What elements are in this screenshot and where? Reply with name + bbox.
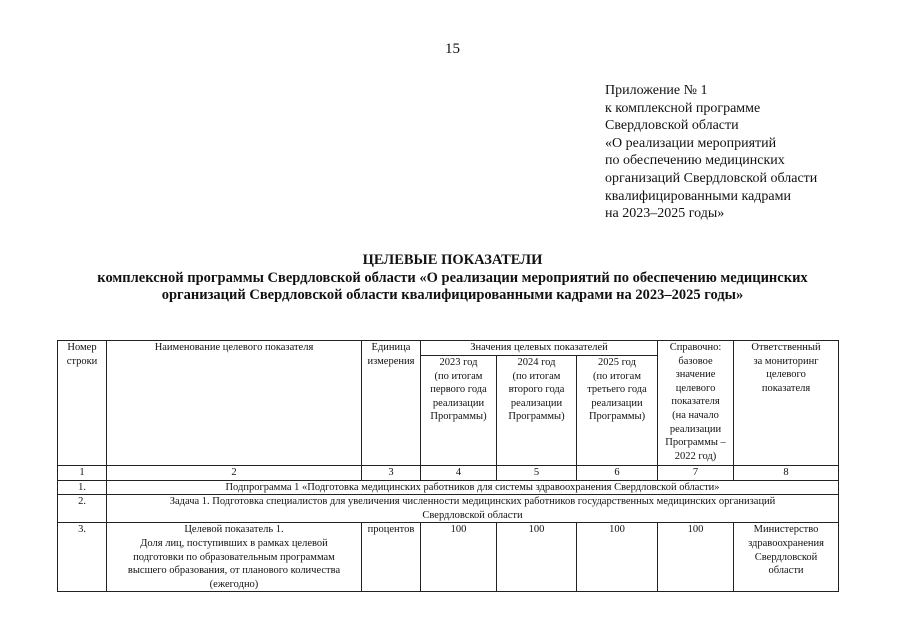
table-row (58, 523, 839, 592)
title-line: комплексной программы Свердловской области «О реализации мероприятий по обеспечению медицинских (97, 269, 808, 286)
header-indicator-name: Наименование целевого показателя (107, 341, 362, 466)
column-number: 2 (107, 466, 362, 481)
header-row-number: Номер строки (58, 341, 107, 466)
appendix-line: квалифицированными кадрами (605, 188, 791, 204)
appendix-line: организаций Свердловской области (605, 170, 818, 186)
row-number: 2. (58, 495, 107, 523)
table-row (58, 480, 839, 495)
column-number: 5 (497, 466, 577, 481)
indicator-unit: процентов (362, 523, 421, 592)
value-2023: 100 (421, 523, 497, 592)
appendix-line: «О реализации мероприятий (605, 135, 777, 151)
appendix-line: на 2023–2025 годы» (605, 206, 725, 222)
header-values-group: Значения целевых показателей (421, 341, 658, 356)
table-row (58, 495, 839, 523)
appendix-line: к комплексной программе (605, 100, 761, 116)
column-number: 4 (421, 466, 497, 481)
column-number: 6 (577, 466, 658, 481)
indicator-name: Целевой показатель 1. Доля лиц, поступивших в рамках целевой подготовки по образовательным программам высшего образования, от планового количества (ежегодно) (107, 523, 362, 592)
appendix-line: по обеспечению медицинских (605, 153, 785, 169)
header-year-2024: 2024 год (по итогам второго года реализации Программы) (497, 356, 577, 466)
header-year-2023: 2023 год (по итогам первого года реализации Программы) (421, 356, 497, 466)
value-2024: 100 (497, 523, 577, 592)
header-unit: Единица измерения (362, 341, 421, 466)
header-reference: Справочно: базовое значение целевого показателя (на начало реализации Программы – 2022 год) (658, 341, 734, 466)
row-number: 1. (58, 480, 107, 495)
title-line: организаций Свердловской области квалифицированными кадрами на 2023–2025 годы» (161, 287, 744, 303)
column-number: 3 (362, 466, 421, 481)
task-title: Задача 1. Подготовка специалистов для увеличения численности медицинских работников государственных медицинских организаций Свердловской области (107, 495, 839, 523)
row-number: 3. (58, 523, 107, 592)
page-number: 15 (445, 41, 460, 57)
appendix-note (605, 82, 817, 223)
indicators-table (57, 340, 839, 592)
header-responsible: Ответственный за мониторинг целевого показателя (734, 341, 839, 466)
value-2025: 100 (577, 523, 658, 592)
title-line: ЦЕЛЕВЫЕ ПОКАЗАТЕЛИ (362, 252, 543, 268)
column-number: 8 (734, 466, 839, 481)
document-title (0, 252, 905, 305)
header-year-2025: 2025 год (по итогам третьего года реализации Программы) (577, 356, 658, 466)
column-numbers-row (58, 466, 839, 481)
appendix-line: Свердловской области (605, 118, 739, 134)
base-value: 100 (658, 523, 734, 592)
column-number: 7 (658, 466, 734, 481)
appendix-line: Приложение № 1 (605, 83, 708, 98)
subprogram-title: Подпрограмма 1 «Подготовка медицинских работников для системы здравоохранения Свердловской области» (107, 480, 839, 495)
responsible-body: Министерство здравоохранения Свердловской области (734, 523, 839, 592)
column-number: 1 (58, 466, 107, 481)
